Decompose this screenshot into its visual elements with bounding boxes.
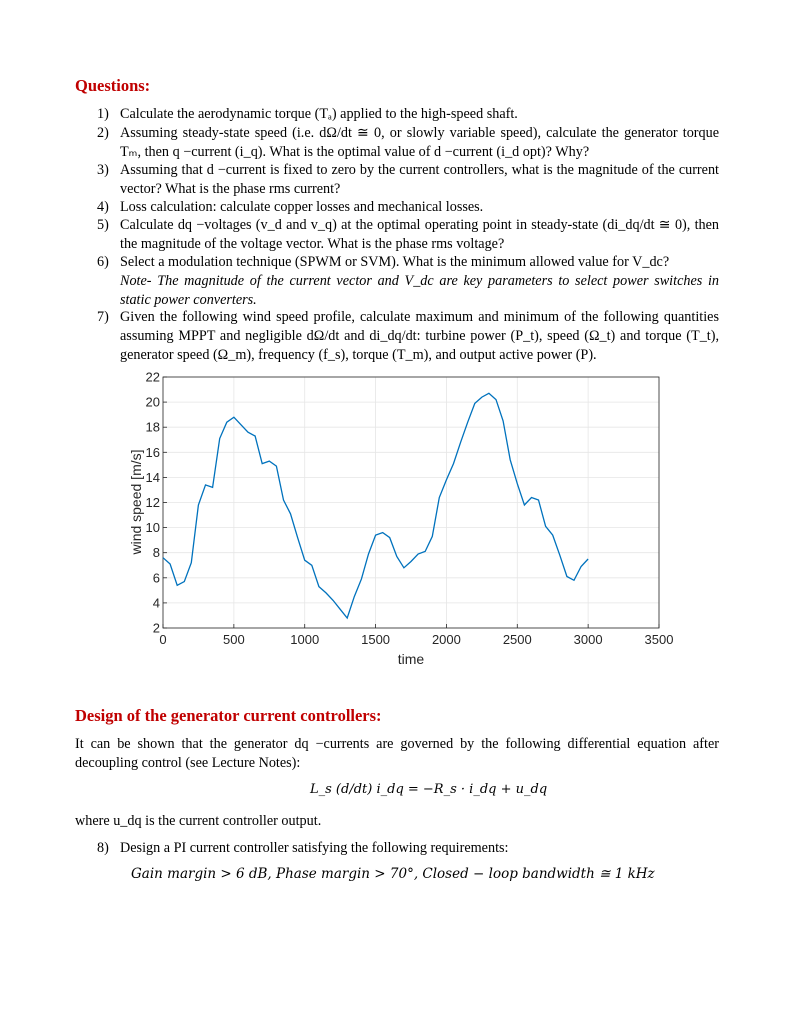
- y-tick-label: 4: [152, 595, 160, 611]
- question-text: Loss calculation: calculate copper losses and mechanical losses.: [120, 199, 484, 215]
- chart-y-axis-label: wind speed [m/s]: [128, 449, 144, 555]
- question-number: 8): [97, 840, 109, 856]
- question-text: Calculate dq −voltages (v_d and v_q) at the optimal operating point in steady-state (di_dq/dt ≅ 0), then the magnitude of the voltage vector. What is the phase rms voltage?: [120, 217, 719, 252]
- y-tick-label: 20: [145, 394, 160, 410]
- question-8: [97, 839, 719, 858]
- question-text: Assuming steady-state speed (i.e. dΩ/dt ≅ 0, or slowly variable speed), calculate the generator torque Tₘ, then q −current (i_q). What is the optimal value of d −current (i_d opt)? Why?: [120, 125, 719, 160]
- y-tick-label: 2: [152, 620, 160, 636]
- y-tick-label: 14: [145, 469, 160, 485]
- question-text: Design a PI current controller satisfying the following requirements:: [120, 840, 509, 856]
- x-tick-label: 3000: [573, 632, 603, 647]
- x-tick-label: 2000: [431, 632, 461, 647]
- question-number: 6): [97, 254, 109, 270]
- y-tick-label: 18: [145, 419, 160, 435]
- y-tick-label: 22: [145, 369, 160, 385]
- chart-x-axis-label: time: [397, 651, 425, 667]
- where-text: where u_dq is the current controller output.: [75, 813, 322, 829]
- chart-ticks: [146, 370, 674, 648]
- y-tick-label: 12: [145, 495, 160, 510]
- question-text: Select a modulation technique (SPWM or SVM). What is the minimum allowed value for V_dc?: [120, 254, 670, 270]
- controllers-heading: Design of the generator current controllers:: [75, 706, 382, 725]
- wind-speed-chart: [0, 368, 791, 668]
- y-tick-label: 6: [152, 570, 160, 586]
- x-tick-label: 0: [159, 632, 167, 647]
- question-6: [97, 253, 719, 309]
- x-tick-label: 2500: [502, 632, 532, 647]
- y-tick-label: 10: [145, 520, 160, 536]
- x-tick-label: 500: [223, 632, 245, 647]
- question-1: [97, 105, 719, 124]
- question-text: Given the following wind speed profile, calculate maximum and minimum of the following quantities assuming MPPT and negligible dΩ/dt and di_dq/dt: turbine power (P_t), speed (Ω_t) and torque (T_t), generator speed (Ω_m), frequency (f_s), torque (T_m), and output active power (P).: [120, 309, 719, 363]
- current-differential-equation: L_s (d/dt) i_dq = −R_s · i_dq + u_dq: [310, 782, 548, 797]
- x-tick-label: 3500: [644, 632, 674, 647]
- question-7: [97, 308, 719, 364]
- x-tick-label: 1500: [361, 632, 391, 647]
- question-note: Note- The magnitude of the current vector and V_dc are key parameters to select power switches in static power converters.: [120, 272, 719, 308]
- question-number: 7): [97, 309, 109, 325]
- question-text: Assuming that d −current is fixed to zero by the current controllers, what is the magnitude of the current vector? What is the phase rms current?: [120, 162, 719, 197]
- question-4: [97, 198, 719, 217]
- question-number: 4): [97, 199, 109, 215]
- question-3: [97, 161, 719, 199]
- y-tick-label: 16: [145, 444, 160, 460]
- x-tick-label: 1000: [290, 632, 320, 647]
- controllers-intro-paragraph: It can be shown that the generator dq −currents are governed by the following differential equation after decoupling control (see Lecture Notes):: [75, 736, 719, 771]
- controller-requirements: Gain margin > 6 dB, Phase margin > 70°, Closed − loop bandwidth ≅ 1 kHz: [131, 866, 655, 882]
- question-2: [97, 124, 719, 162]
- y-tick-label: 8: [152, 545, 160, 561]
- chart-grid: [163, 377, 659, 628]
- question-number: 1): [97, 106, 109, 122]
- question-text: Calculate the aerodynamic torque (Tₐ) applied to the high-speed shaft.: [120, 106, 518, 122]
- question-5: [97, 216, 719, 254]
- question-number: 5): [97, 217, 109, 233]
- questions-heading: Questions:: [75, 76, 151, 95]
- question-number: 3): [97, 162, 109, 178]
- question-number: 2): [97, 125, 109, 141]
